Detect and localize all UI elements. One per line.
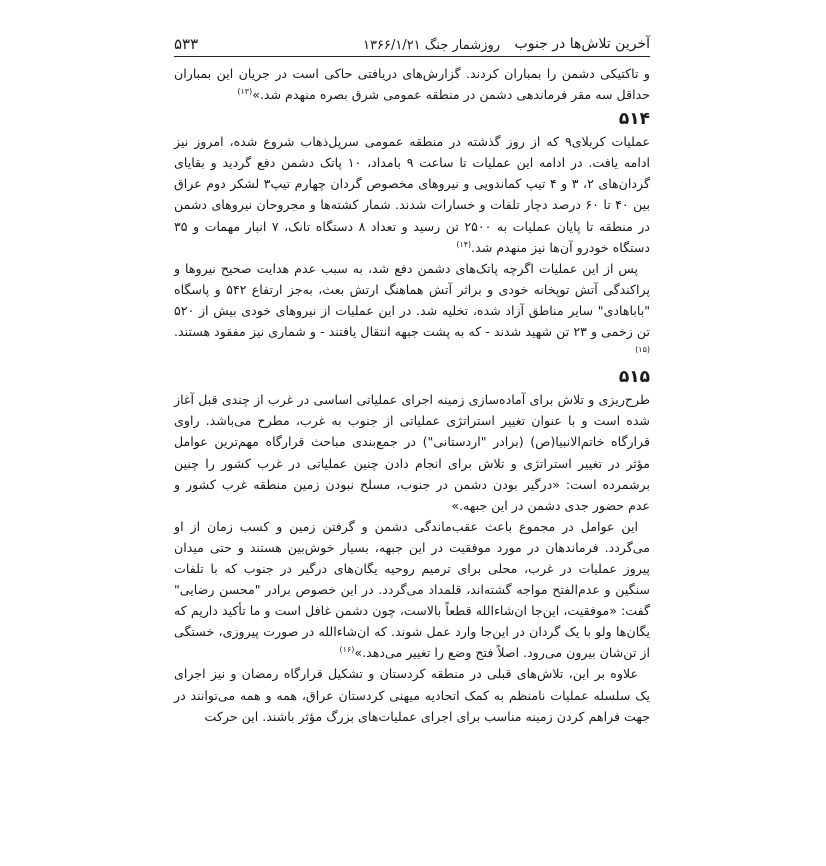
- entry-number: ۵۱۴: [618, 109, 650, 130]
- footnote-ref: (۱۵): [635, 344, 650, 354]
- paragraph: [174, 258, 650, 363]
- paragraph-text: علاوه بر این، تلاش‌های قبلی در منطقه کردستان و تشکیل قرارگاه رمضان و نیز اجرای یک سلسله عملیات نامنظم به کمک اتحادیه میهنی کردستان عراق، همه و همه می‌توانند در جهت فراهم کردن زمینه مناسب برای اجرای عملیات‌های بزرگ مؤثر باشند. این حرکت: [174, 666, 650, 724]
- footnote-ref: (۱۴): [456, 239, 472, 249]
- footnote-ref: (۱۳): [237, 86, 253, 96]
- page-number: ۵۳۳: [174, 35, 199, 53]
- paragraph-text: پس از این عملیات اگرچه پاتک‌های دشمن دفع شد، به سبب عدم هدایت صحیح نیروها و پراکندگی آتش توپخانه خودی و براثر آتش هماهنگ ارتش بعث، به‌جز ارتفاع ۵۴۲ و پاسگاه "باباهادی" سایر مناطق آزاد شده، تخلیه شد. در این عملیات از نیروهای خودی بیش از ۵۲۰ تن زخمی و ۲۳ تن شهید شدند - که به پشت جبهه انتقال یافتند - و شماری نیز مفقود هستند.: [174, 260, 651, 340]
- footnote-ref: (۱۶): [339, 645, 355, 655]
- entry-number: ۵۱۵: [618, 367, 650, 388]
- running-header: [174, 34, 650, 57]
- paragraph-text: عملیات کربلای۹ که از روز گذشته در منطقه عمومی سرپل‌ذهاب شروع شده، امروز نیز ادامه یافت. در ادامه این عملیات تا ساعت ۹ بامداد، ۱۰ پاتک دشمن دفع گردید و بقایای گردان‌های ۲، ۳ و ۴ تیپ کماندویی و نیروهای مخصوص گردان چهارم تیپ۳ لشکر دوم عراق بین ۴۰ تا ۶۰ درصد دچار تلفات و خسارات شدند. شمار کشته‌ها و مجروحان نیروهای دشمن در منطقه تا پایان عملیات به ۲۵۰۰ تن رسید و تعداد ۸ دستگاه تانک، ۷ انبار مهمات و ۳۵ دستگاه خودرو آن‌ها نیز منهدم شد.: [174, 134, 651, 255]
- paragraph: [174, 63, 650, 105]
- book-title: آخرین تلاش‌ها در جنوب: [514, 36, 650, 52]
- paragraph: [174, 663, 650, 726]
- paragraph: [174, 131, 650, 258]
- paragraph-text: طرح‌ریزی و تلاش برای آماده‌سازی زمینه اجرای عملیاتی اساسی در غرب از چندی قبل آغاز شده است و با عنوان تغییر استراتژی عملیاتی از جنوب به غرب، مطرح می‌باشد. راوی قرارگاه خاتم‌الانبیا(ص) (برادر "اردستانی") در جمع‌بندی مباحث قرارگاه مهم‌ترین عوامل مؤثر در تغییر استراتژی و تلاش برای انجام دادن چنین عملیاتی در غرب کشور را چنین برشمرده است: «درگیر بودن دشمن در جنوب، مسلح نبودن زمین منطقه غرب کشور و عدم حضور جدی دشمن در این جبهه.»: [174, 392, 650, 513]
- paragraph-text: و تاکتیکی دشمن را بمباران کردند. گزارش‌های دریافتی حاکی است در جریان این بمباران حداقل سه مقر فرماندهی دشمن در منطقه عمومی شرق بصره منهدم شد.»: [174, 66, 650, 103]
- paragraph-text: این عوامل در مجموع باعث عقب‌ماندگی دشمن و گرفتن زمین و کسب زمان از او می‌گردد. فرماندهان در مورد موفقیت در این جبهه، بسیار خوش‌بین هستند و حتی میدان پیروز عملیات در غرب، محلی برای ترمیم روحیه یگان‌های درگیر در جنوب که با تلفات سنگین و عدم‌الفتح مواجه گشته‌اند، قلمداد می‌گردد. در این خصوص برادر "محسن رضایی" گفت: «موفقیت، این‌جا ان‌شاءالله قطعاً بالاست، چون دشمن غافل است و ما تأکید داریم که یگان‌ها ولو با یک گردان در این‌جا وارد عمل شوند. که ان‌شاءالله در صورت پیروزی، خستگی از تن‌شان بیرون می‌رود. اصلاً فتح وضع را تغییر می‌دهد.»: [174, 518, 650, 661]
- book-page: [174, 34, 650, 727]
- paragraph: [174, 516, 650, 664]
- paragraph: [174, 389, 650, 516]
- chronicle-date: روزشمار جنگ ۱۳۶۶/۱/۲۱: [363, 38, 500, 53]
- page-content: [174, 63, 650, 727]
